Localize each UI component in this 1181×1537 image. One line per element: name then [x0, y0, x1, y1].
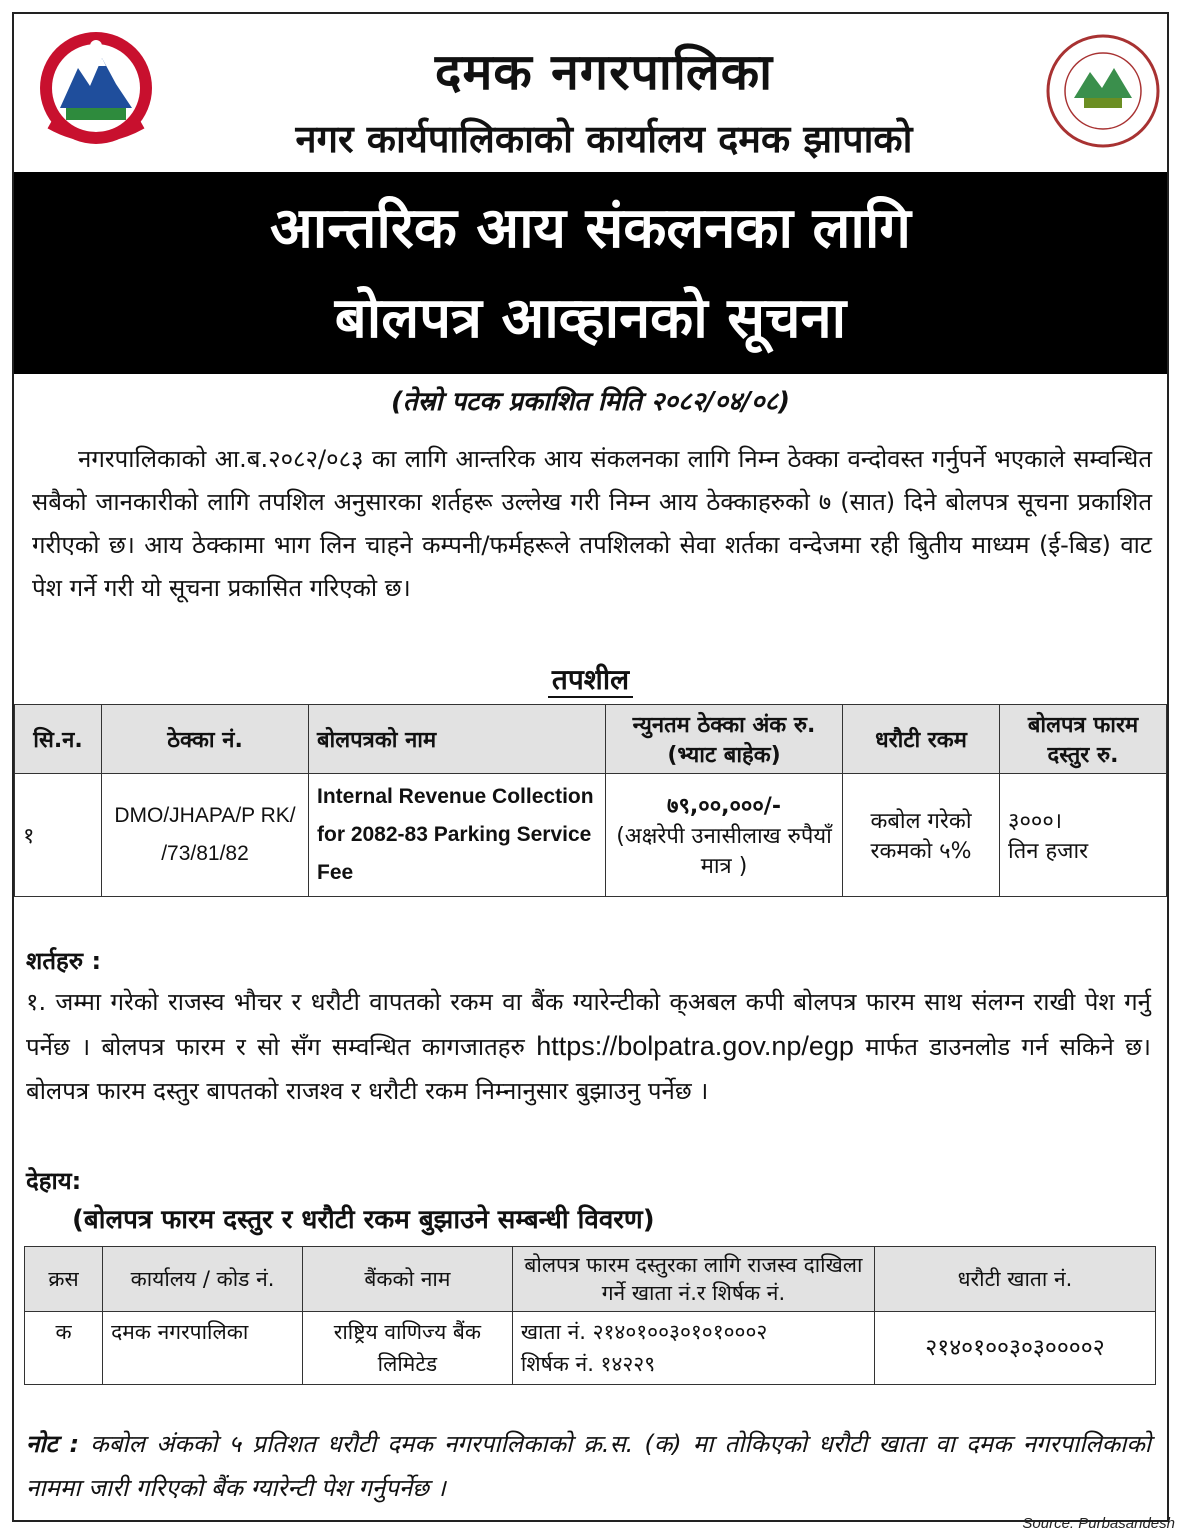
col-sn: सि.न.: [15, 705, 102, 774]
col-revenue-account: बोलपत्र फारम दस्तुरका लागि राजस्व दाखिला गर्ने खाता नं.र शिर्षक नं.: [512, 1247, 874, 1312]
row-revenue-account: [512, 1312, 874, 1385]
col-contract-no: ठेक्का नं.: [102, 705, 309, 774]
col-deposit-account: धरौटी खाता नं.: [874, 1247, 1155, 1312]
tapshil-heading-text: तपशील: [548, 663, 633, 698]
note-label: नोट :: [26, 1430, 80, 1458]
col-min-amount: न्युनतम ठेक्का अंक रु.(भ्याट बाहेक): [606, 705, 843, 774]
conditions-heading: शर्तहरु :: [26, 947, 102, 975]
condition-1: [26, 980, 1151, 1113]
banner-line-2: बोलपत्र आव्हानको सूचना: [334, 286, 847, 351]
note: [26, 1422, 1151, 1510]
col-bid-name: बोलपत्रको नाम: [309, 705, 606, 774]
egp-url-link[interactable]: https://bolpatra.gov.np/egp: [536, 1031, 854, 1061]
condition-1-part2: मार्फत डाउनलोड गर्न सकिने छ। बोलपत्र फारम दस्तुर बापतको राजश्व र धरौटी रकम निम्नानुसार बुझाउनु पर्नेछ ।: [26, 1033, 1151, 1105]
row-bank: राष्ट्रिय वाणिज्य बैंक लिमिटेड: [302, 1312, 512, 1385]
office-name: नगर कार्यपालिकाको कार्यालय दमक झापाको: [295, 117, 913, 161]
row-kras: क: [25, 1312, 103, 1385]
col-office: कार्यालय / कोड नं.: [103, 1247, 303, 1312]
row-sn: १: [15, 774, 102, 897]
intro-text: नगरपालिकाको आ.ब.२०८२/०८३ का लागि आन्तरिक आय संकलनका लागि निम्न ठेक्का वन्दोवस्त गर्नुपर्ने भएकाले सम्वन्धित सबैको जानकारीको लागि तपशिल अनुसारका शर्तहरू उल्लेख गरी निम्न आय ठेक्काहरुको ७ (सात) दिने बोलपत्र सूचना प्रकाशित गरीएको छ। आय ठेक्कामा भाग लिन चाहने कम्पनी/फर्महरूले तपशिलको सेवा शर्तका वन्देजमा रही बिुतीय माध्यम (ई-बिड) वाट पेश गर्ने गरी यो सूचना प्रकासित गरिएको छ।: [32, 445, 1152, 602]
payment-table-title: (बोलपत्र फारम दस्तुर र धरौटी रकम बुझाउने सम्बन्धी विवरण): [72, 1205, 655, 1235]
revenue-heading-no: शिर्षक नं. १४२२९: [520, 1352, 656, 1376]
table-row: [25, 1312, 1156, 1385]
form-fee-figure: ३०००।: [1008, 809, 1063, 834]
note-text: कबोल अंकको ५ प्रतिशत धरौटी दमक नगरपालिकाको क्र.स. (क) मा तोकिएको धरौटी खाता वा दमक नगरपालिकाको नाममा जारी गरिएको बैंक ग्यारेन्टी पेश गर्नुपर्नेछ ।: [26, 1430, 1151, 1502]
col-deposit: धरौटी रकम: [843, 705, 1000, 774]
col-kras: क्रस: [25, 1247, 103, 1312]
row-deposit-account: २१४०१००३०३००००२: [874, 1312, 1155, 1385]
col-bank: बैंकको नाम: [302, 1247, 512, 1312]
row-bid-name: Internal Revenue Collection for 2082-83 Parking Service Fee: [309, 774, 606, 897]
condition-1-part1: १. जम्मा गरेको राजस्व भौचर र धरौटी वापतको रकम वा बैंक ग्यारेन्टीको क्अबल कपी बोलपत्र फारम साथ संलग्न राखी पेश गर्नु पर्नेछ । बोलपत्र फारम र सो सँग सम्वन्धित कागजातहरु: [26, 988, 1151, 1061]
payment-table-header: [25, 1247, 1156, 1312]
contract-table: [14, 704, 1167, 897]
table-row: [15, 774, 1167, 897]
col-form-fee: बोलपत्र फारम दस्तुर रु.: [1000, 705, 1167, 774]
row-min-amount: [606, 774, 843, 897]
min-amount-figure: ७९,००,०००/-: [667, 794, 781, 819]
revenue-account-no: खाता नं. २१४०१००३०१०१०००२: [520, 1320, 768, 1344]
banner-line-1: आन्तरिक आय संकलनका लागि: [270, 196, 911, 261]
contract-table-header: [15, 705, 1167, 774]
intro-paragraph: [32, 438, 1152, 610]
org-name: दमक नगरपालिका: [434, 43, 774, 101]
row-deposit: कबोल गरेको रकमको ५%: [843, 774, 1000, 897]
damak-municipality-logo: [1044, 32, 1162, 150]
tapshil-heading: [14, 660, 1167, 698]
min-amount-words: (अक्षरेपी उनासीलाख रुपैयाँ मात्र ): [616, 824, 832, 879]
form-fee-words: तिन हजार: [1008, 839, 1089, 864]
title-banner: [14, 172, 1167, 374]
row-form-fee: [1000, 774, 1167, 897]
notice-page: [12, 12, 1169, 1522]
source-credit: Source: Purbasandesh: [1022, 1515, 1175, 1532]
row-office: दमक नगरपालिका: [103, 1312, 303, 1385]
dehay-label: देहाय:: [26, 1167, 82, 1195]
publication-date: (तेस्रो पटक प्रकाशित मिति २०८२/०४/०८): [391, 387, 790, 417]
nepal-emblem-logo: [36, 28, 156, 148]
row-contract-no: DMO/JHAPA/P RK/ /73/81/82: [102, 774, 309, 897]
payment-table: [24, 1246, 1156, 1385]
